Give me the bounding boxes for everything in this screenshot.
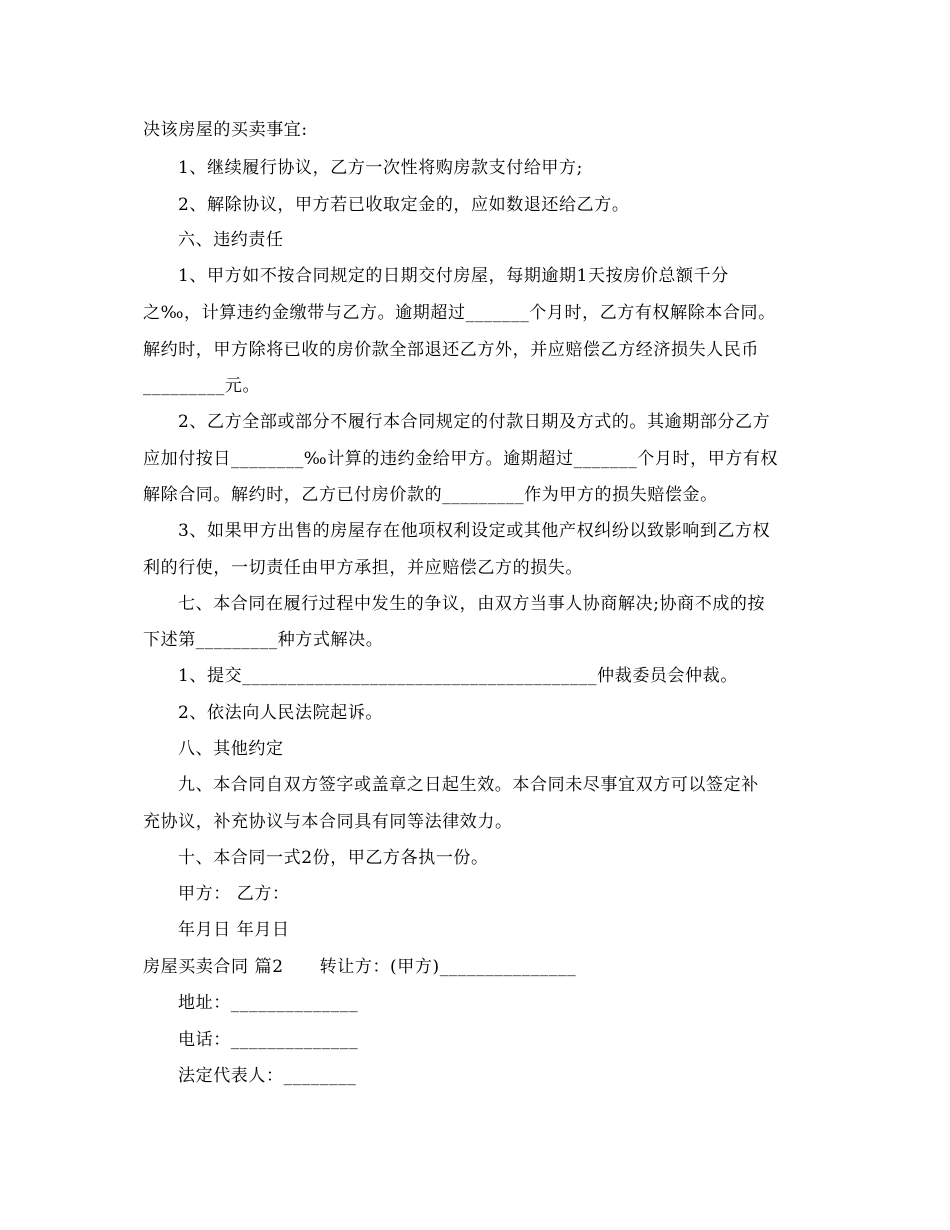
section-heading: 六、违约责任 xyxy=(178,230,284,250)
text-line: 下述第_________种方式解决。 xyxy=(143,630,384,650)
section-heading: 十、本合同一式2份，甲乙方各执一份。 xyxy=(178,848,489,868)
text-line: 应加付按日________‰计算的违约金给甲方。逾期超过_______个月时，甲方有权 xyxy=(143,449,779,469)
text-line: 解约时，甲方除将已收的房价款全部退还乙方外，并应赔偿乙方经济损失人民币 xyxy=(143,340,759,360)
text-line: 1、继续履行协议，乙方一次性将购房款支付给甲方; xyxy=(178,158,583,178)
text-line: 2、依法向人民法院起诉。 xyxy=(178,703,384,723)
text-line: 决该房屋的买卖事宜: xyxy=(143,120,308,140)
address-field: 地址：______________ xyxy=(178,993,359,1013)
phone-field: 电话：______________ xyxy=(178,1030,359,1050)
text-line: 充协议，补充协议与本合同具有同等法律效力。 xyxy=(143,812,513,832)
text-line: 利的行使，一切责任由甲方承担，并应赔偿乙方的损失。 xyxy=(143,558,583,578)
text-line: 1、甲方如不按合同规定的日期交付房屋，每期逾期1天按房价总额千分 xyxy=(178,266,729,286)
legal-representative-field: 法定代表人：________ xyxy=(178,1066,357,1086)
text-line: 2、乙方全部或部分不履行本合同规定的付款日期及方式的。其逾期部分乙方 xyxy=(178,412,771,432)
section-heading: 八、其他约定 xyxy=(178,739,284,759)
text-line: 解除合同。解约时，乙方已付房价款的_________作为甲方的损失赔偿金。 xyxy=(143,485,718,505)
signature-dates: 年月日 年月日 xyxy=(178,920,290,940)
section-heading: 九、本合同自双方签字或盖章之日起生效。本合同未尽事宜双方可以签定补 xyxy=(178,775,759,795)
section-heading: 七、本合同在履行过程中发生的争议，由双方当事人协商解决;协商不成的按 xyxy=(178,594,766,614)
text-line: 3、如果甲方出售的房屋存在他项权利设定或其他产权纠纷以致影响到乙方权 xyxy=(178,521,771,541)
text-line: 2、解除协议，甲方若已收取定金的，应如数退还给乙方。 xyxy=(178,195,630,215)
text-line: 1、提交_______________________________________仲裁委员会仲裁。 xyxy=(178,666,738,686)
text-line: 之‰，计算违约金缴带与乙方。逾期超过_______个月时，乙方有权解除本合同。 xyxy=(143,303,776,323)
contract-title-line: 房屋买卖合同 篇2 转让方：(甲方)_______________ xyxy=(143,957,577,977)
text-line: _________元。 xyxy=(143,376,261,396)
signature-parties: 甲方： 乙方： xyxy=(178,884,290,904)
